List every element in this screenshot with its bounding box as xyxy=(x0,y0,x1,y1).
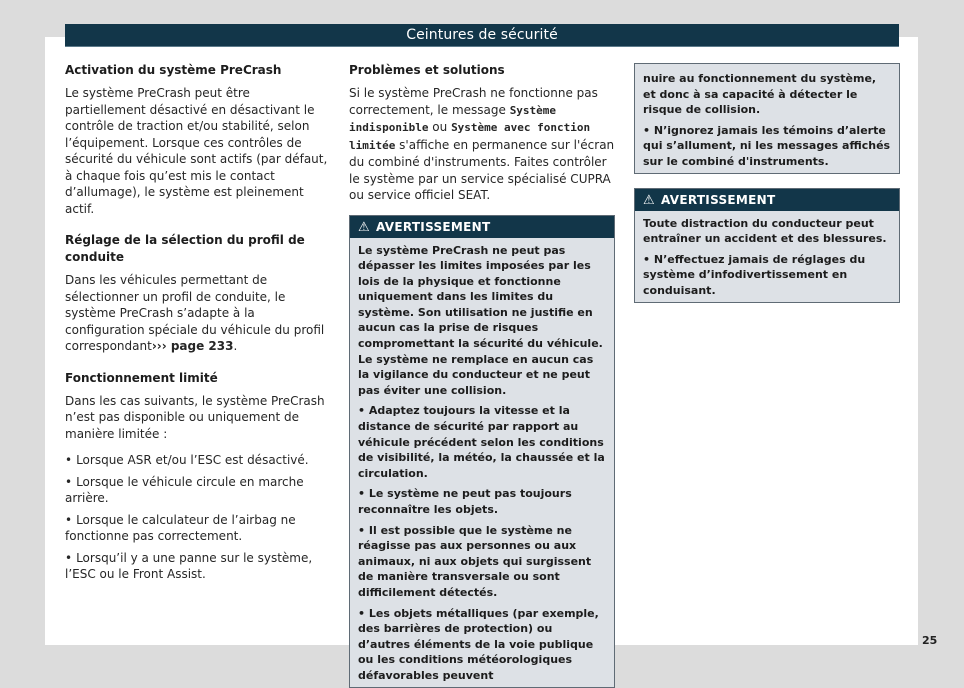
message-limited: Système avec fonction limitée xyxy=(349,121,591,152)
warning-box-continued xyxy=(634,63,900,174)
right-column xyxy=(634,63,900,303)
warning-intro: Toute distraction du conducteur peut entraîner un accident et des blessures. xyxy=(643,216,887,246)
bullet-icon: • xyxy=(358,404,369,418)
page-number: 25 xyxy=(922,634,938,647)
section-heading: Activation du système PreCrash xyxy=(65,63,282,77)
warning-body xyxy=(350,238,614,687)
bullet-icon: • xyxy=(358,606,369,620)
warning-bullet: • Adaptez toujours la vitesse et la distance de sécurité par rapport au véhicule précédent selon les conditions de visibilité, la météo, la chaussée et la circulation. xyxy=(358,404,605,480)
warning-bullet: • Il est possible que le système ne réagisse pas aux personnes ou aux animaux, ni aux objets qui surgissent de manière transversale ou sont difficilement détectés. xyxy=(358,523,592,599)
warning-body xyxy=(635,211,899,302)
warning-header xyxy=(635,189,899,211)
bullet-icon: • xyxy=(65,512,73,527)
body-end: . xyxy=(233,339,238,353)
bullet-icon: • xyxy=(358,487,369,501)
warning-bullet: • Le système ne peut pas toujours reconnaître les objets. xyxy=(358,487,572,516)
section-heading: Problèmes et solutions xyxy=(349,63,505,77)
warning-header xyxy=(350,216,614,238)
list-item: • Lorsqu’il y a une panne sur le système, l’ESC ou le Front Assist. xyxy=(65,550,313,581)
warning-bullet: • N’ignorez jamais les témoins d’alerte qui s’allument, ni les messages affichés sur le combiné d'instruments. xyxy=(643,123,891,168)
left-column xyxy=(65,62,331,598)
warning-title: AVERTISSEMENT xyxy=(375,219,491,234)
section-problems xyxy=(349,62,615,204)
bullet-icon: • xyxy=(358,523,369,537)
bullet-icon: • xyxy=(65,453,73,467)
list-item: • Lorsque ASR et/ou l’ESC est désactivé. xyxy=(65,453,309,467)
chapter-header xyxy=(65,24,899,47)
warning-bullet: • Les objets métalliques (par exemple, des barrières de protection) ou d’autres éléments de la voie publique ou les conditions météorologiques défavorables peuvent xyxy=(358,606,599,682)
body-text: Dans les véhicules permettant de sélectionner un profil de conduite, le système PreCrash s’adapte à la configuration spéciale du véhicule du profil correspondant xyxy=(65,273,325,353)
warning-body xyxy=(635,66,899,173)
warning-triangle-icon: ⚠ xyxy=(643,192,655,208)
warning-bullet: • N’effectuez jamais de réglages du système d’infodivertissement en conduisant. xyxy=(643,252,866,297)
section-heading: Réglage de la sélection du profil de conduite xyxy=(65,233,305,264)
list-item: • Lorsque le véhicule circule en marche arrière. xyxy=(65,474,304,505)
bullet-icon: • xyxy=(65,550,73,565)
chapter-title: Ceintures de sécurité xyxy=(406,27,558,43)
bullet-icon: • xyxy=(643,252,654,266)
section-body: Le système PreCrash peut être partiellement désactivé en désactivant le contrôle de traction et/ou stabilité, selon l’équipement. Lorsque ces contrôles de sécurité du véhicule sont actifs (par défaut, à chaque fois qu’est mis le contact d’allumage), le système est pleinement actif. xyxy=(65,86,328,216)
section-limited xyxy=(65,370,331,583)
section-activation xyxy=(65,62,331,217)
list-item: • Lorsque le calculateur de l’airbag ne fonctionne pas correctement. xyxy=(65,512,296,543)
section-body: Dans les cas suivants, le système PreCrash n’est pas disponible ou uniquement de manière limitée : xyxy=(65,393,325,441)
middle-column xyxy=(349,62,615,688)
warning-box xyxy=(349,215,615,688)
warning-continuation: nuire au fonctionnement du système, et donc à sa capacité à détecter le risque de collision. xyxy=(643,72,877,117)
section-body xyxy=(65,272,331,355)
page-reference-link[interactable]: ››› page 233 xyxy=(151,339,234,353)
section-heading: Fonctionnement limité xyxy=(65,370,218,385)
warning-triangle-icon: ⚠ xyxy=(358,219,370,235)
bullet-icon: • xyxy=(643,123,654,137)
warning-title: AVERTISSEMENT xyxy=(660,192,776,207)
section-profile xyxy=(65,232,331,355)
section-body: Si le système PreCrash ne fonctionne pas correctement, le message Système indisponible ou Système avec fonction limitée s'affiche en permanence sur l'écran du combiné d'instruments. Faites contrôler le système par un service spécialisé CUPRA ou service officiel SEAT. xyxy=(349,86,615,202)
warning-intro: Le système PreCrash ne peut pas dépasser les limites imposées par les lois de la physique et fonctionne uniquement dans les limites du système. Son utilisation ne justifie en aucun cas la prise de risques compromettant la sécurité du véhicule. Le système ne remplace en aucun cas la vigilance du conducteur et ne peut pas éviter une collision. xyxy=(358,243,603,397)
bullet-icon: • xyxy=(65,474,73,489)
warning-box xyxy=(634,188,900,303)
message-unavailable: Système indisponible xyxy=(349,103,557,134)
